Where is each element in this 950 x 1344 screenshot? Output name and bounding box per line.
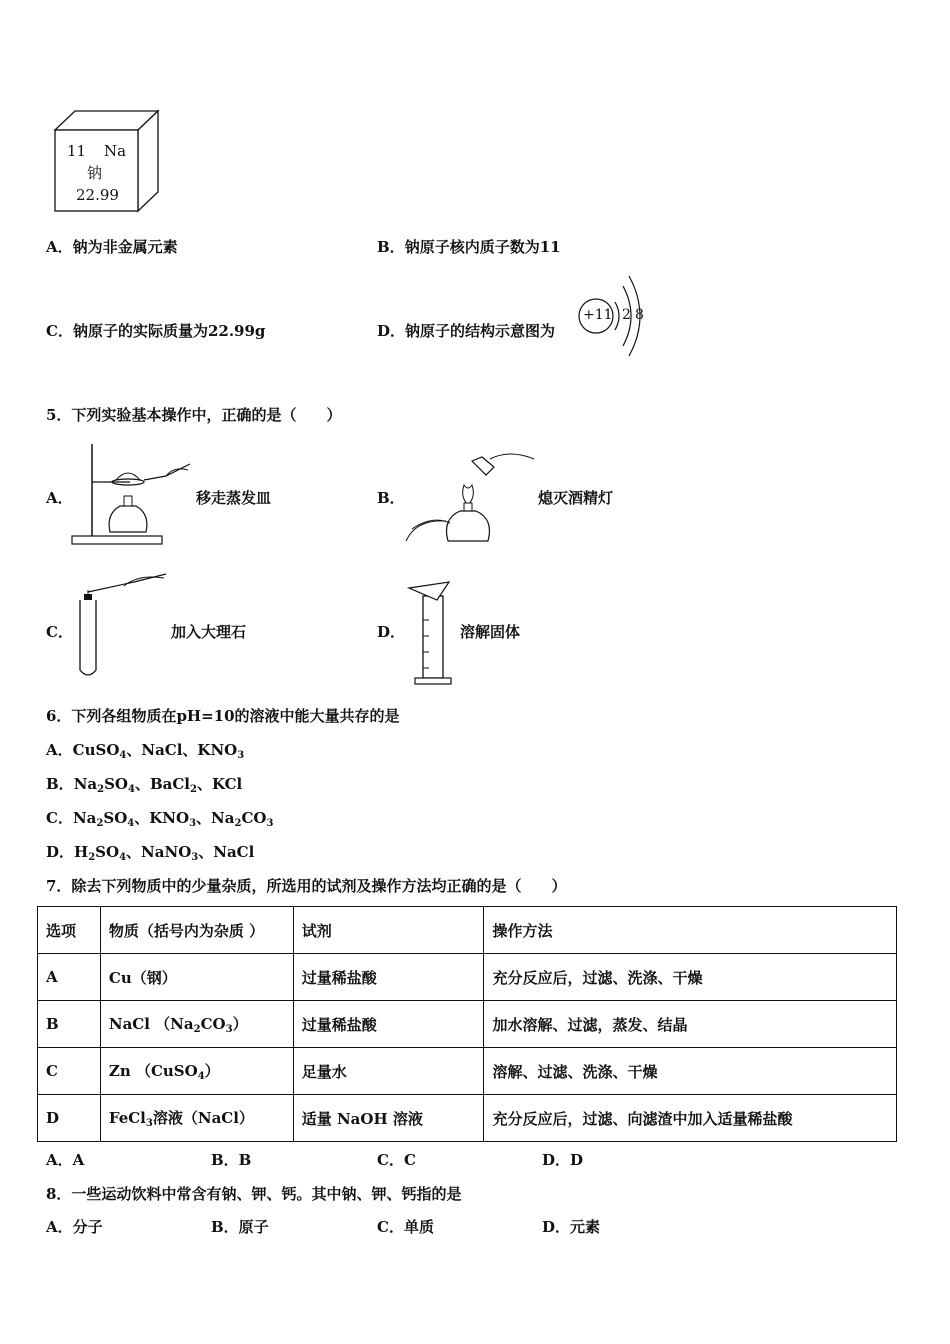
option-label: B． <box>46 775 74 793</box>
q4-option-a <box>46 236 178 257</box>
q6-option-b <box>46 773 242 795</box>
formula-part: SO <box>95 843 120 861</box>
formula-part: 、NaCl、KNO <box>126 741 238 759</box>
table-row <box>38 1095 897 1142</box>
option-label: D． <box>46 843 75 861</box>
q5-option-b-label: B． <box>377 489 405 507</box>
shell-2-electrons: 8 <box>635 307 644 323</box>
table-row <box>38 1048 897 1095</box>
table-row <box>38 1001 897 1048</box>
table-row <box>38 954 897 1001</box>
q6-option-a <box>46 739 244 761</box>
formula-part: FeCl <box>108 1109 146 1127</box>
subscript: 2 <box>97 784 105 795</box>
q8-option-b: B．原子 <box>211 1218 269 1236</box>
option-text: 钠为非金属元素 <box>72 238 178 256</box>
element-name: 钠 <box>87 164 103 182</box>
table-cell-substance <box>100 1001 293 1048</box>
subscript: 4 <box>197 1071 205 1082</box>
table-cell-reagent: 足量水 <box>293 1048 484 1095</box>
formula-part: H <box>74 843 89 861</box>
table-header-row <box>38 907 897 954</box>
subscript: 4 <box>128 784 135 795</box>
table-cell-option: B <box>38 1001 101 1048</box>
table-cell-substance <box>100 954 293 1001</box>
graduated-cylinder-figure <box>405 580 461 686</box>
q5-option-b-caption: 熄灭酒精灯 <box>538 489 614 507</box>
q5-option-a-caption: 移走蒸发皿 <box>196 489 272 507</box>
q7-table <box>37 906 897 1142</box>
formula-part: 、NaCl <box>198 843 255 861</box>
formula-part: 、BaCl <box>134 775 191 793</box>
subscript: 4 <box>119 750 127 761</box>
formula-part: Na <box>72 809 97 827</box>
subscript: 3 <box>191 852 199 863</box>
formula-part: CuSO <box>72 741 120 759</box>
shell-1-electrons: 2 <box>622 307 631 323</box>
subscript: 4 <box>127 818 135 829</box>
q4-option-c <box>46 320 265 341</box>
q7-answer-c: C．C <box>377 1151 416 1169</box>
q7-answer-b: B．B <box>211 1151 252 1169</box>
table-cell-substance <box>100 1048 293 1095</box>
subscript: 3 <box>266 818 274 829</box>
subscript: 2 <box>190 784 197 795</box>
q6-option-c <box>46 807 273 829</box>
table-header-cell: 操作方法 <box>484 907 897 954</box>
test-tube-marble-figure <box>74 570 169 684</box>
table-header-cell: 物质（括号内为杂质 ） <box>100 907 293 954</box>
formula-part: Cu（钢） <box>108 968 177 987</box>
q8-option-c: C．单质 <box>377 1218 434 1236</box>
element-number: 11 <box>67 142 87 160</box>
table-cell-reagent: 过量稀盐酸 <box>293 954 484 1001</box>
formula-part: SO <box>103 809 128 827</box>
subscript: 3 <box>145 1118 153 1129</box>
formula-part: 、NaNO <box>126 843 192 861</box>
alcohol-lamp-figure <box>402 445 537 547</box>
q8-option-d: D．元素 <box>542 1218 601 1236</box>
formula-part: ） <box>232 1015 248 1033</box>
q7-stem: 7．除去下列物质中的少量杂质，所选用的试剂及操作方法均正确的是（ ） <box>46 877 567 895</box>
q5-option-d-caption: 溶解固体 <box>460 623 521 641</box>
formula-part: 溶液（NaCl） <box>152 1109 254 1127</box>
subscript: 2 <box>96 818 104 829</box>
formula-part: CO <box>241 809 267 827</box>
table-cell-reagent: 过量稀盐酸 <box>293 1001 484 1048</box>
table-cell-method: 溶解、过滤、洗涤、干燥 <box>484 1048 897 1095</box>
table-header-cell: 选项 <box>38 907 101 954</box>
element-symbol: Na <box>104 142 127 160</box>
formula-part: Na <box>73 775 98 793</box>
nucleus-charge: +11 <box>583 307 613 323</box>
q5-option-d-label: D． <box>377 623 406 641</box>
option-label: C． <box>46 322 73 340</box>
q8-stem: 8．一些运动饮料中常含有钠、钾、钙。其中钠、钾、钙指的是 <box>46 1185 462 1203</box>
table-cell-substance <box>100 1095 293 1142</box>
table-cell-method: 充分反应后，过滤、向滤渣中加入适量稀盐酸 <box>484 1095 897 1142</box>
element-mass: 22.99 <box>76 186 119 204</box>
subscript: 3 <box>225 1024 233 1035</box>
formula-part: 、KNO <box>134 809 190 827</box>
option-label: A． <box>46 238 73 256</box>
subscript: 2 <box>88 852 96 863</box>
subscript: 2 <box>234 818 242 829</box>
subscript: 4 <box>119 852 127 863</box>
table-cell-method: 充分反应后，过滤、洗涤、干燥 <box>484 954 897 1001</box>
q7-answer-d: D．D <box>542 1151 584 1169</box>
table-cell-reagent: 适量 NaOH 溶液 <box>293 1095 484 1142</box>
option-label: C． <box>46 809 73 827</box>
evaporating-dish-apparatus-figure <box>70 440 195 546</box>
formula-part: 、KCl <box>196 775 243 793</box>
q7-answer-a: A．A <box>46 1151 85 1169</box>
subscript: 3 <box>189 818 197 829</box>
formula-part: Zn （CuSO <box>108 1062 198 1080</box>
formula-part: 、Na <box>196 809 235 827</box>
q5-stem: 5．下列实验基本操作中，正确的是（ ） <box>46 406 342 424</box>
option-text: 钠原子的结构示意图为 <box>405 322 556 340</box>
subscript: 2 <box>193 1024 201 1035</box>
q5-option-a-label: A． <box>46 489 73 507</box>
q5-option-c-caption: 加入大理石 <box>171 623 247 641</box>
formula-part: CO <box>200 1015 226 1033</box>
formula-part: NaCl （Na <box>108 1015 194 1033</box>
option-text: 钠原子核内质子数为11 <box>404 238 561 256</box>
option-text: 钠原子的实际质量为22.99g <box>72 322 266 340</box>
formula-part: SO <box>104 775 128 793</box>
option-label: A． <box>46 741 73 759</box>
table-header-cell: 试剂 <box>293 907 484 954</box>
q6-option-d <box>46 841 254 863</box>
table-cell-option: C <box>38 1048 101 1095</box>
q4-option-b <box>377 236 561 257</box>
table-cell-option: D <box>38 1095 101 1142</box>
q4-option-d <box>377 320 555 341</box>
formula-part: ） <box>204 1062 220 1080</box>
table-cell-option: A <box>38 954 101 1001</box>
subscript: 3 <box>237 750 245 761</box>
option-label: D． <box>377 322 406 340</box>
q8-option-a: A．分子 <box>46 1218 103 1236</box>
table-cell-method: 加水溶解、过滤，蒸发、结晶 <box>484 1001 897 1048</box>
q5-option-c-label: C． <box>46 623 73 641</box>
option-label: B． <box>377 238 405 256</box>
q6-stem: 6．下列各组物质在pH=10的溶液中能大量共存的是 <box>46 707 400 725</box>
